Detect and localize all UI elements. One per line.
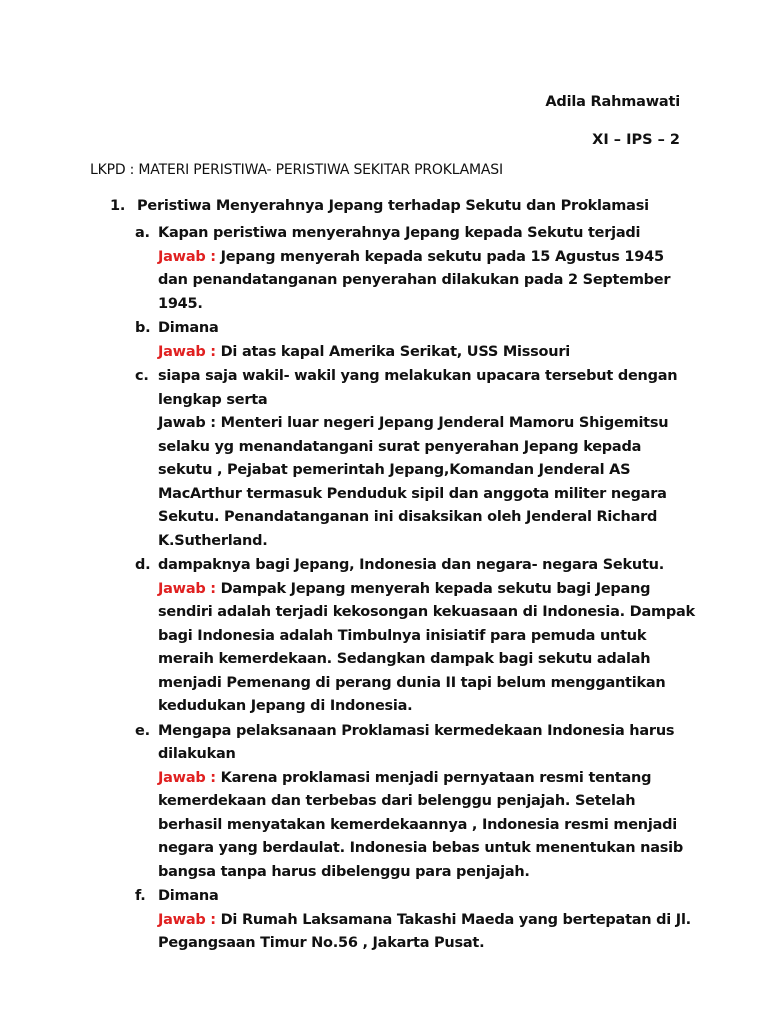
item-answer [158,246,695,317]
item-letter: f. [135,888,146,904]
item-question: dampaknya bagi Jepang, Indonesia dan negara- negara Sekutu. [158,557,664,573]
jawab-label: Jawab : [158,911,216,928]
item-question: Dimana [158,888,219,904]
item-question: Mengapa pelaksanaan Proklamasi kermedekaan Indonesia harus dilakukan [158,722,675,762]
answer-text: Jepang menyerah kepada sekutu pada 15 Agustus 1945 dan penandatanganan penyerahan dilakukan pada 2 September 1945. [158,248,671,312]
item-letter: c. [135,368,149,384]
item-letter: b. [135,320,151,336]
author-name: Adila Rahmawati [545,94,680,110]
answer-text: Karena proklamasi menjadi pernyataan resmi tentang kemerdekaan dan terbebas dari belenggu penjajah. Setelah berhasil menyatakan kemerdekaannya , Indonesia resmi menjadi negara yang berdaulat. Indonesia bebas untuk menentukan nasib bangsa tanpa harus dibelenggu para penjajah. [158,769,683,880]
list-item-b [135,317,695,364]
answer-text: Dampak Jepang menyerah kepada sekutu bagi Jepang sendiri adalah terjadi kekosongan kekuasaan di Indonesia. Dampak bagi Indonesia adalah Timbulnya inisiatif para pemuda untuk meraih kemerdekaan. Sedangkan dampak bagi sekutu adalah menjadi Pemenang di perang dunia II tapi belum menggantikan kedudukan Jepang di Indonesia. [158,580,695,714]
list-item-e [135,720,695,885]
answer-text: Di atas kapal Amerika Serikat, USS Missouri [215,343,570,360]
question-list [135,222,695,956]
item-letter: e. [135,722,150,739]
item-letter: a. [135,225,150,241]
list-item-f [135,885,695,956]
item-answer [158,341,695,365]
list-item-a [135,222,695,316]
item-answer: Jawab : Menteri luar negeri Jepang Jenderal Mamoru Shigemitsu selaku yg menandatangani surat penyerahan Jepang kepada sekutu , Pejabat pemerintah Jepang,Komandan Jenderal AS MacArthur termasuk Penduduk sipil dan anggota militer negara Sekutu. Penandatanganan ini disaksikan oleh Jenderal Richard K.Sutherland. [158,415,669,549]
item-answer [158,909,695,956]
section-number: 1. [110,198,126,214]
answer-text: Di Rumah Laksamana Takashi Maeda yang bertepatan di Jl. Pegangsaan Timur No.56 , Jakarta Pusat. [158,911,691,951]
list-item-d [135,554,695,719]
item-answer [158,578,695,719]
section-1-heading [110,198,710,214]
lkpd-title: LKPD : MATERI PERISTIWA- PERISTIWA SEKITAR PROKLAMASI [90,162,503,178]
class-label: XI – IPS – 2 [592,132,680,148]
item-question: Kapan peristiwa menyerahnya Jepang kepada Sekutu terjadi [158,225,641,241]
item-question: Dimana [158,320,219,336]
list-item-c [135,365,695,553]
jawab-label: Jawab : [158,580,216,597]
jawab-label: Jawab : [158,248,216,265]
item-answer [158,767,695,885]
jawab-label: Jawab : [158,769,216,786]
section-title: Peristiwa Menyerahnya Jepang terhadap Sekutu dan Proklamasi [137,198,649,214]
item-question: siapa saja wakil- wakil yang melakukan upacara tersebut dengan lengkap serta [158,368,678,408]
item-letter: d. [135,557,151,573]
jawab-label: Jawab : [158,343,216,360]
